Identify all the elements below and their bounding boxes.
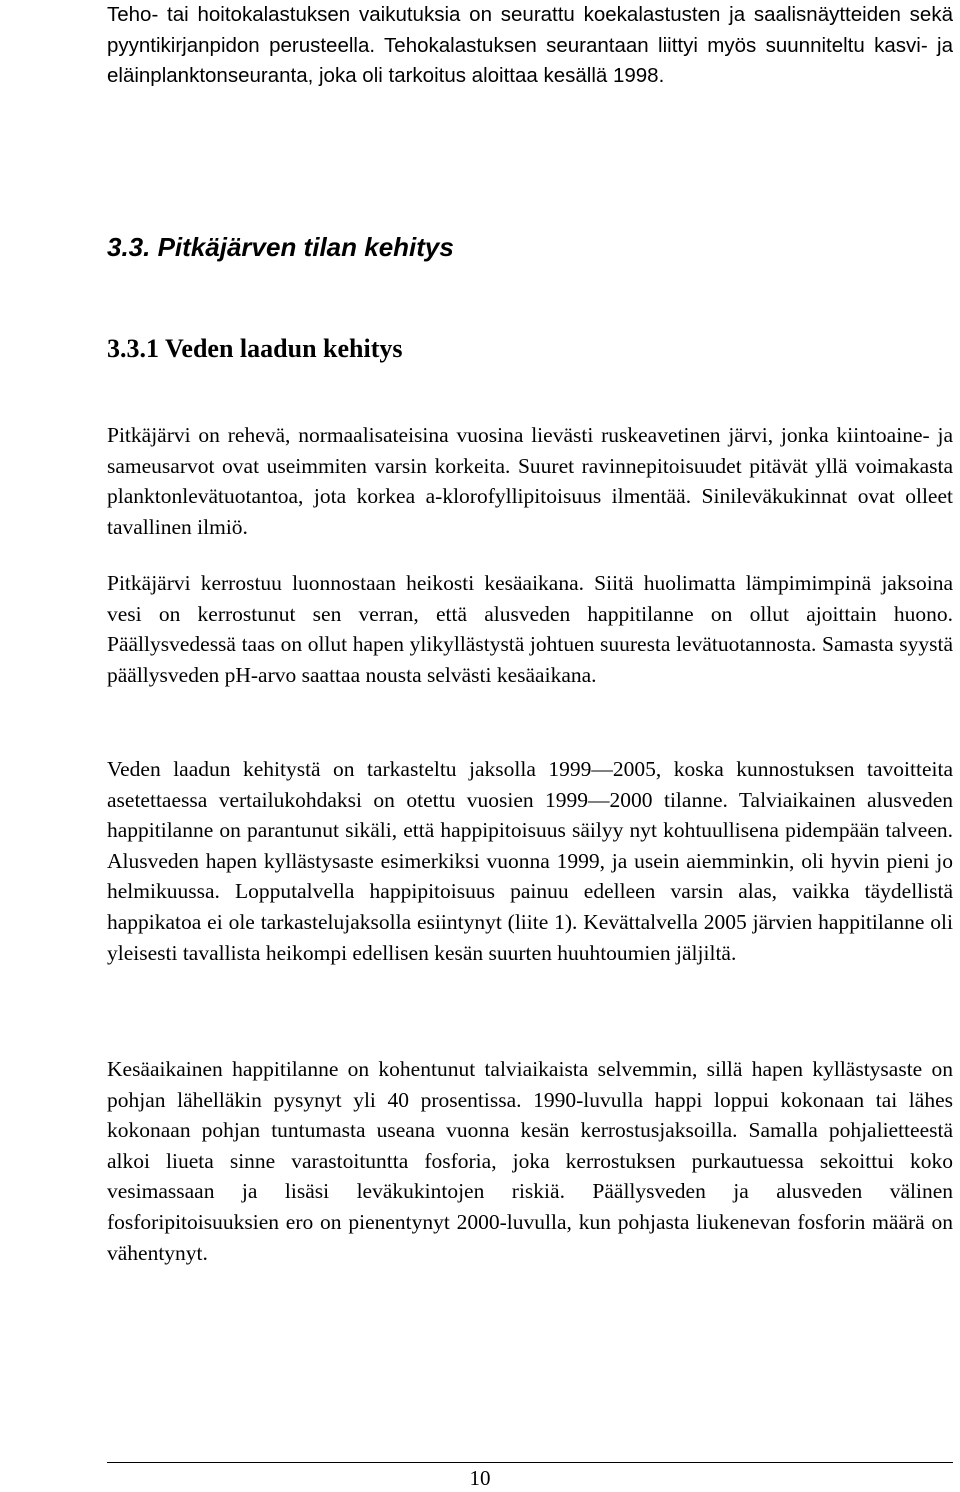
paragraph-summer-oxygen: Kesäaikainen happitilanne on kohentunut talviaikaista selvemmin, sillä hapen kyllästysaste on pohjan lähelläkin pysynyt yli 40 prosentissa. 1990-luvulla happi loppui kokonaan tai lähes kokonaan pohjan tuntumasta useana vuonna kesän kerrostusjaksoilla. Samalla pohjalietteestä alkoi liueta sinne varastoituntta fosforia, joka kerrostuksen purkautuessa sekoittui koko vesimassaan ja lisäsi leväkukintojen riskiä. Päällysveden ja alusveden välinen fosforipitoisuuksien ero on pienentynyt 2000-luvulla, kun pohjasta liukenevan fosforin määrä on vähentynyt. — [107, 1057, 953, 1265]
paragraph-winter-oxygen: Veden laadun kehitystä on tarkasteltu jaksolla 1999—2005, koska kunnostuksen tavoitteita asetettaessa vertailukohdaksi on otettu vuosien 1999—2000 tilanne. Talviaikainen alusveden happitilanne on parantunut sikäli, että happipitoisuus säilyy nyt kohtuullisena pidempään talveen. Alusveden hapen kyllästysaste esimerkiksi vuonna 1999, ja usein aiemminkin, oli hyvin pieni jo helmikuussa. Lopputalvella happipitoisuus painuu edelleen varsin alas, vaikka täydellistä happikatoa ei ole tarkastelujaksolla esiintynyt (liite 1). Kevättalvella 2005 järvien happitilanne oli yleisesti tavallista heikompi edellisen kesän suurten huuhtoumien jäljiltä. — [107, 757, 953, 965]
paragraph-stratification: Pitkäjärvi kerrostuu luonnostaan heikosti kesäaikana. Siitä huolimatta lämpimimpinä jaksoina vesi on kerrostunut sen verran, että alusveden happitilanne on ollut ajoittain huono. Päällysvedessä taas on ollut hapen ylikyllästystä johtuen suuresta levätuotannosta. Samasta syystä päällysveden pH-arvo saattaa nousta selvästi kesäaikana. — [107, 571, 953, 687]
page-number: 10 — [469, 1466, 491, 1490]
section-heading: 3.3. Pitkäjärven tilan kehitys — [107, 232, 454, 262]
subsection-heading: 3.3.1 Veden laadun kehitys — [107, 334, 403, 363]
footer-rule — [107, 1462, 953, 1463]
intro-paragraph: Teho- tai hoitokalastuksen vaikutuksia on seurattu koekalastusten ja saalisnäytteiden sekä pyyntikirjanpidon perusteella. Tehokalastuksen seurantaan liittyi myös suunniteltu kasvi- ja eläinplanktonseuranta, joka oli tarkoitus aloittaa kesällä 1998. — [107, 3, 953, 87]
paragraph-water-quality: Pitkäjärvi on rehevä, normaalisateisina vuosina lievästi ruskeavetinen järvi, jonka kiintoaine- ja sameusarvot ovat useimmiten varsin korkeita. Suuret ravinnepitoisuudet pitävät yllä voimakasta planktonlevätuotantoa, jota korkea a-klorofyllipitoisuus ilmentää. Sinileväkukinnat ovat olleet tavallinen ilmiö. — [107, 423, 953, 539]
